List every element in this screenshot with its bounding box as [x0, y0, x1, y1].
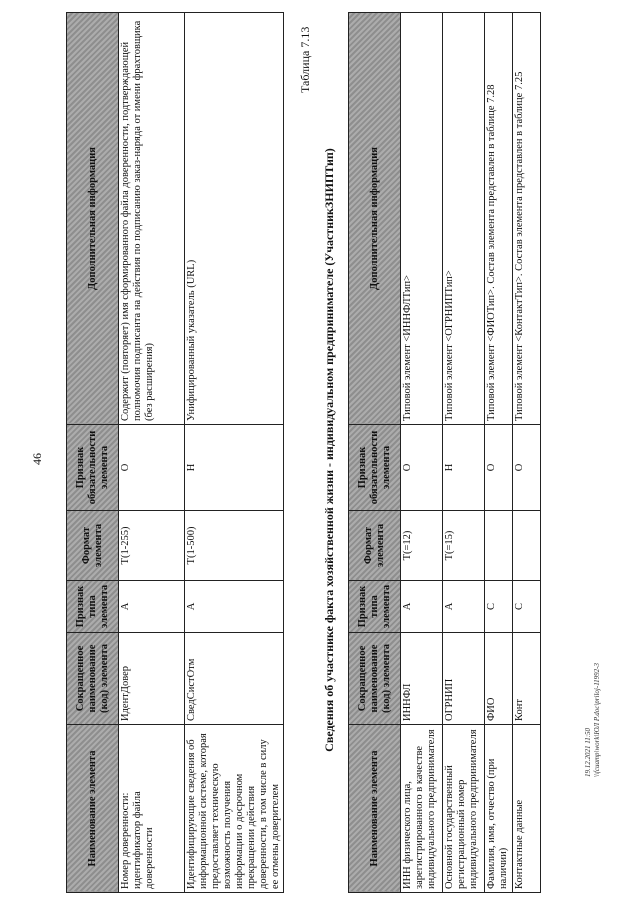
cell-info: Типовой элемент <ИННФЛТип> — [401, 13, 443, 425]
cell-required: О — [485, 425, 513, 511]
cell-type: А — [119, 581, 185, 633]
table-row — [401, 13, 443, 893]
cell-code: Конт — [513, 633, 541, 725]
cell-required: О — [119, 425, 185, 511]
cell-type: А — [185, 581, 284, 633]
footer-stamp — [584, 663, 602, 777]
header-name: Наименование элемента — [349, 725, 401, 893]
cell-name: ИНН физического лица, зарегистрированного в качестве индивидуального предпринимателя — [401, 725, 443, 893]
footer-path: \\fcuamp\work\ЮЛ Р.doc\priloj-11992-3 — [593, 662, 601, 777]
header-type: Признак типа элемента — [67, 581, 119, 633]
cell-format: T(1-255) — [119, 511, 185, 581]
cell-type: С — [485, 581, 513, 633]
cell-type: А — [443, 581, 485, 633]
header-code: Сокращенное наименование (код) элемента — [349, 633, 401, 725]
cell-format: T(=15) — [443, 511, 485, 581]
table-title: Сведения об участнике факта хозяйственной жизни - индивидуальном предпринимателе (УчастникЗНИПТип) — [322, 148, 336, 752]
header-code: Сокращенное наименование (код) элемента — [67, 633, 119, 725]
header-info: Дополнительная информация — [349, 13, 401, 425]
table-7-13 — [348, 12, 541, 893]
table-row — [119, 13, 185, 893]
cell-code: ОГРНИП — [443, 633, 485, 725]
cell-code: ИННФЛ — [401, 633, 443, 725]
cell-code: ИдентДовер — [119, 633, 185, 725]
table-continued — [66, 12, 284, 893]
header-type: Признак типа элемента — [349, 581, 401, 633]
cell-name: Идентифицирующие сведения об информационной системе, которая предоставляет техническую возможность получения информации о досрочном прекращении действия доверенности, в том числе в силу ее отмены доверителем — [185, 725, 284, 893]
cell-info: Содержит (повторяет) имя сформированного файла доверенности, подтверждающей полномочия подписанта на действия по подписанию заказ-наряда от имени фрахтовщика (без расширения) — [119, 13, 185, 425]
cell-required: Н — [443, 425, 485, 511]
cell-required: О — [401, 425, 443, 511]
cell-name: Основной государственный регистрационный номер индивидуального предпринимателя — [443, 725, 485, 893]
header-required: Признак обязательности элемента — [349, 425, 401, 511]
header-name: Наименование элемента — [67, 725, 119, 893]
cell-name: Контактные данные — [513, 725, 541, 893]
table-label: Таблица 7.13 — [298, 26, 312, 93]
cell-type: А — [401, 581, 443, 633]
cell-info: Типовой элемент <ФИОТип>. Состав элемента представлен в таблице 7.28 — [485, 13, 513, 425]
cell-name: Номер доверенности: идентификатор файла доверенности — [119, 725, 185, 893]
page-number: 46 — [30, 453, 44, 465]
table-row — [443, 13, 485, 893]
header-format: Формат элемента — [349, 511, 401, 581]
footer-date: 19.12.2021 11:50 — [584, 727, 592, 777]
cell-code: СведСистОтм — [185, 633, 284, 725]
cell-required: Н — [185, 425, 284, 511]
cell-required: О — [513, 425, 541, 511]
table-row — [185, 13, 284, 893]
header-format: Формат элемента — [67, 511, 119, 581]
cell-name: Фамилия, имя, отчество (при наличии) — [485, 725, 513, 893]
header-required: Признак обязательности элемента — [67, 425, 119, 511]
table-row — [485, 13, 513, 893]
cell-format — [513, 511, 541, 581]
header-info: Дополнительная информация — [67, 13, 119, 425]
cell-info: Типовой элемент <ОГРНИПТип> — [443, 13, 485, 425]
cell-format: T(=12) — [401, 511, 443, 581]
cell-info: Типовой элемент <КонтактТип>. Состав элемента представлен в таблице 7.25 — [513, 13, 541, 425]
cell-format: T(1-500) — [185, 511, 284, 581]
cell-info: Унифицированный указатель (URL) — [185, 13, 284, 425]
cell-type: С — [513, 581, 541, 633]
table-row — [513, 13, 541, 893]
table-header-row — [67, 13, 119, 893]
cell-code: ФИО — [485, 633, 513, 725]
cell-format — [485, 511, 513, 581]
table-header-row — [349, 13, 401, 893]
